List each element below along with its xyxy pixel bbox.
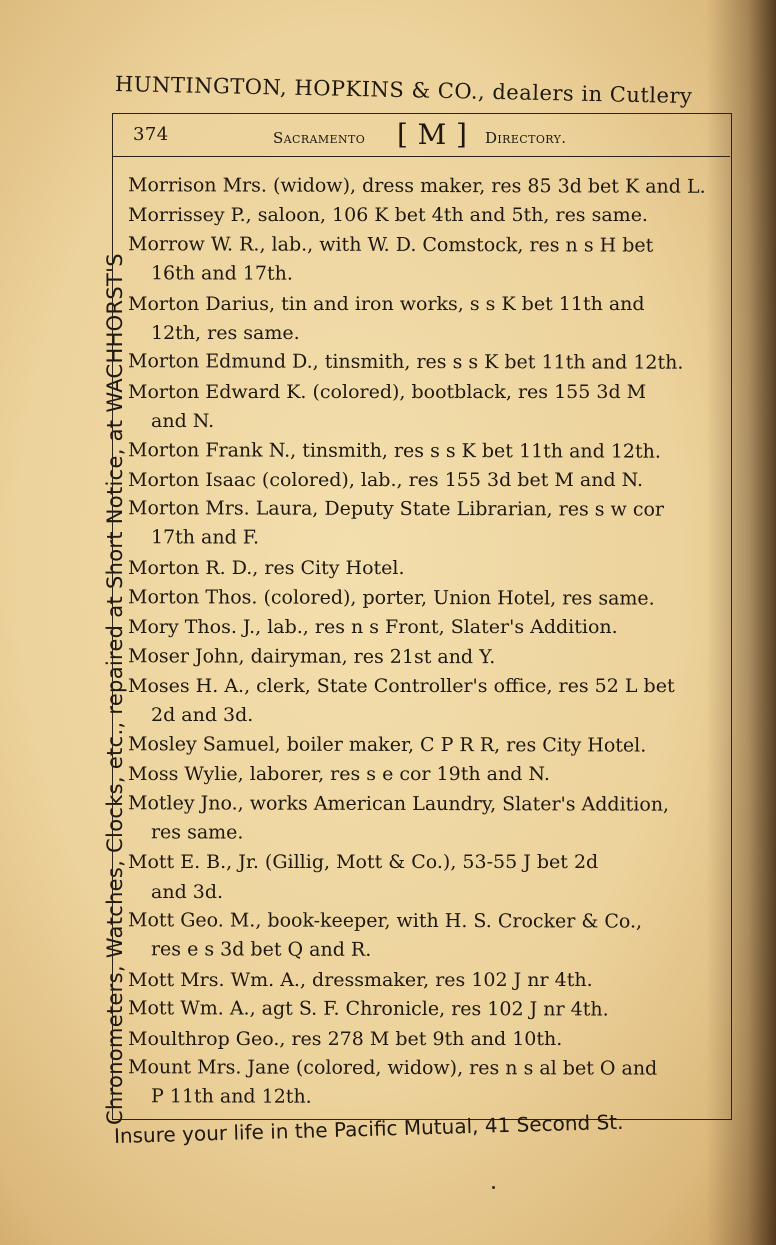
entry-continuation-line: 12th, res same. bbox=[151, 322, 300, 345]
directory-entry bbox=[128, 966, 718, 995]
directory-entry bbox=[128, 1025, 718, 1054]
entry-line: Moss Wylie, laborer, res s e cor 19th and N. bbox=[128, 763, 550, 786]
directory-entry bbox=[128, 583, 718, 614]
directory-entry bbox=[128, 495, 718, 555]
entry-continuation-line: and N. bbox=[151, 410, 215, 433]
entry-line: Moulthrop Geo., res 278 M bet 9th and 10th. bbox=[128, 1027, 563, 1050]
directory-entries bbox=[128, 172, 718, 1113]
top-advertisement: HUNTINGTON, HOPKINS & CO., dealers in Cutlery bbox=[114, 72, 693, 109]
entry-line: Moses H. A., clerk, State Controller's office, res 52 L bet bbox=[128, 674, 675, 697]
entry-line: Morton R. D., res City Hotel. bbox=[128, 557, 405, 580]
entry-line: Morton Thos. (colored), porter, Union Hotel, res same. bbox=[127, 585, 655, 610]
directory-entry bbox=[128, 554, 718, 583]
directory-entry bbox=[128, 642, 718, 673]
directory-entry bbox=[128, 436, 718, 467]
entry-line: Morrissey P., saloon, 106 K bet 4th and 5th, res same. bbox=[128, 204, 648, 227]
entry-line: Morton Frank N., tinsmith, res s s K bet 11th and 12th. bbox=[127, 438, 661, 463]
directory-entry bbox=[128, 466, 718, 495]
directory-entry bbox=[128, 201, 718, 230]
entry-continuation-line: res same. bbox=[150, 821, 244, 844]
entry-continuation-line: 16th and 17th. bbox=[150, 262, 293, 285]
entry-line: Mott Geo. M., book-keeper, with H. S. Crocker & Co., bbox=[128, 909, 643, 933]
entry-line: Mory Thos. J., lab., res n s Front, Slater's Addition. bbox=[128, 616, 618, 639]
directory-entry bbox=[128, 613, 718, 642]
entry-line: Morrow W. R., lab., with W. D. Comstock, res n s H bet bbox=[128, 233, 654, 257]
entry-continuation-line: and 3d. bbox=[151, 880, 224, 903]
directory-entry bbox=[128, 290, 718, 349]
directory-entry bbox=[128, 378, 718, 437]
directory-entry bbox=[128, 760, 718, 789]
directory-entry bbox=[128, 1053, 718, 1113]
entry-line: Morton Edward K. (colored), bootblack, res 155 3d M bbox=[128, 380, 647, 403]
entry-continuation-line: 2d and 3d. bbox=[151, 704, 254, 727]
bottom-advertisement: Insure your life in the Pacific Mutual, 41 Second St. bbox=[113, 1109, 624, 1148]
entry-line: Morton Mrs. Laura, Deputy State Librarian, res s w cor bbox=[128, 497, 665, 522]
side-advertisement: Chronometers, Watches, Clocks, etc., repaired at Short Notice, at WACHHORST'S bbox=[103, 253, 127, 1125]
page-number: 374 bbox=[133, 124, 169, 145]
entry-line: Moser John, dairyman, res 21st and Y. bbox=[127, 644, 496, 668]
directory-entry bbox=[128, 348, 718, 379]
directory-entry bbox=[128, 995, 718, 1026]
entry-continuation-line: res e s 3d bet Q and R. bbox=[150, 938, 372, 962]
entry-line: Mott Mrs. Wm. A., dressmaker, res 102 J nr 4th. bbox=[128, 968, 593, 991]
entry-line: Motley Jno., works American Laundry, Slater's Addition, bbox=[128, 791, 670, 816]
entry-line: Mount Mrs. Jane (colored, widow), res n s al bet O and bbox=[128, 1056, 658, 1080]
paper-speck bbox=[492, 1186, 495, 1189]
entry-line: Mott Wm. A., agt S. F. Chronicle, res 102 J nr 4th. bbox=[127, 997, 609, 1021]
entry-line: Morrison Mrs. (widow), dress maker, res 85 3d bet K and L. bbox=[127, 174, 706, 198]
directory-entry bbox=[128, 230, 718, 290]
section-letter: [ M ] bbox=[397, 118, 468, 151]
entry-line: Morton Isaac (colored), lab., res 155 3d bet M and N. bbox=[128, 469, 644, 492]
entry-continuation-line: P 11th and 12th. bbox=[150, 1085, 312, 1109]
entry-line: Morton Darius, tin and iron works, s s K bet 11th and bbox=[128, 292, 645, 315]
entry-line: Morton Edmund D., tinsmith, res s s K bet 11th and 12th. bbox=[127, 350, 684, 375]
entry-line: Mosley Samuel, boiler maker, C P R R, res City Hotel. bbox=[127, 732, 647, 757]
entry-line: Mott E. B., Jr. (Gillig, Mott & Co.), 53-55 J bet 2d bbox=[128, 851, 599, 874]
running-head-title: Directory. bbox=[485, 129, 567, 147]
directory-entry bbox=[128, 848, 718, 907]
directory-entry bbox=[128, 906, 718, 966]
running-head-city: Sacramento bbox=[273, 129, 366, 147]
directory-entry bbox=[128, 672, 718, 731]
directory-entry bbox=[128, 171, 718, 202]
running-head bbox=[125, 118, 715, 154]
header-rule bbox=[112, 156, 730, 157]
entry-continuation-line: 17th and F. bbox=[150, 527, 260, 550]
directory-entry bbox=[128, 730, 718, 761]
directory-entry bbox=[128, 789, 718, 849]
